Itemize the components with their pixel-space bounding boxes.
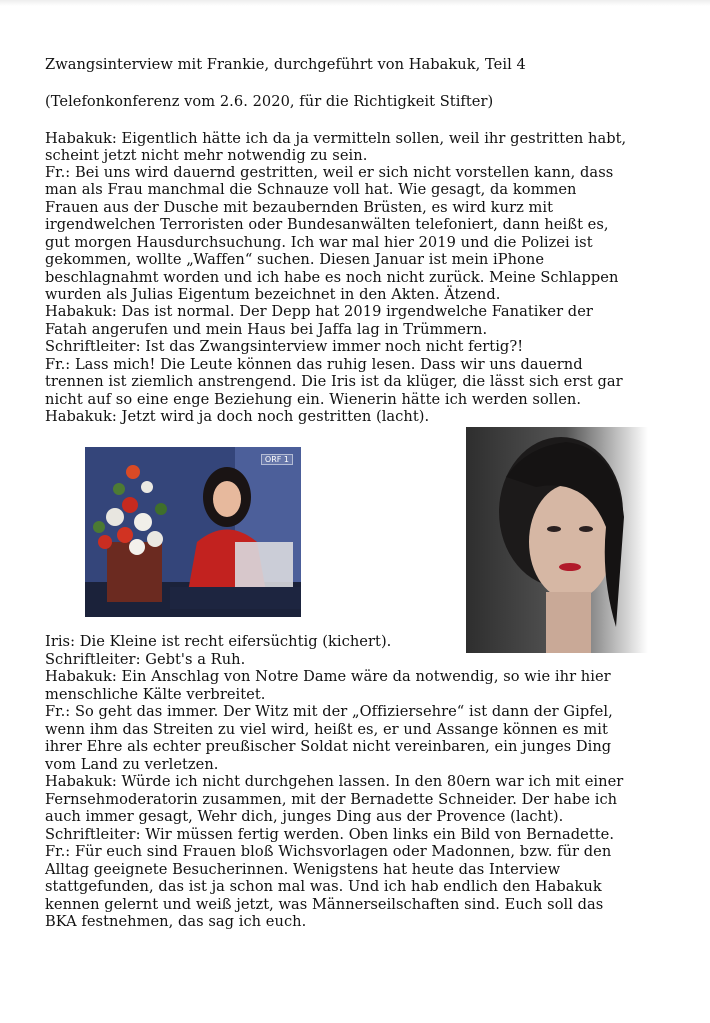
top-border	[0, 0, 710, 6]
text-line: Habakuk: Eigentlich hätte ich da ja vermitteln sollen, weil ihr gestritten habt,	[45, 130, 627, 147]
text-line: Alltag geeignete Besucherinnen. Wenigstens hat heute das Interview	[45, 861, 561, 878]
text-line: ihrer Ehre als echter preußischer Soldat nicht vereinbaren, ein junges Ding	[45, 738, 612, 755]
text-line: Schriftleiter: Ist das Zwangsinterview immer noch nicht fertig?!	[45, 338, 524, 355]
text-line: Fr.: Bei uns wird dauernd gestritten, weil er sich nicht vorstellen kann, dass	[45, 164, 614, 181]
text-line: BKA festnehmen, das sag ich euch.	[45, 913, 307, 930]
text-line: man als Frau manchmal die Schnauze voll hat. Wie gesagt, da kommen	[45, 181, 577, 198]
portrait-photo	[466, 427, 648, 653]
text-line: auch immer gesagt, Wehr dich, junges Ding aus der Provence (lacht).	[45, 808, 564, 825]
text-line: beschlagnahmt worden und ich habe es noch nicht zurück. Meine Schlappen	[45, 269, 619, 286]
channel-logo: ORF 1	[261, 454, 293, 465]
presenter-photo	[85, 447, 301, 617]
text-line: Habakuk: Jetzt wird ja doch noch gestritten (lacht).	[45, 408, 430, 425]
text-line: Habakuk: Würde ich nicht durchgehen lassen. In den 80ern war ich mit einer	[45, 773, 624, 790]
text-line: menschliche Kälte verbreitet.	[45, 686, 266, 703]
text-line: irgendwelchen Terroristen oder Bundesanwälten telefoniert, dann heißt es,	[45, 216, 609, 233]
text-line: stattgefunden, das ist ja schon mal was. Und ich hab endlich den Habakuk	[45, 878, 602, 895]
text-line: Fr.: Für euch sind Frauen bloß Wichsvorlagen oder Madonnen, bzw. für den	[45, 843, 612, 860]
text-line: scheint jetzt nicht mehr notwendig zu sein.	[45, 147, 368, 164]
text-line: Iris: Die Kleine ist recht eifersüchtig (kichert).	[45, 633, 392, 650]
text-line: nicht auf so eine enge Beziehung ein. Wienerin hätte ich werden sollen.	[45, 391, 582, 408]
doc-subtitle: (Telefonkonferenz vom 2.6. 2020, für die Richtigkeit Stifter)	[45, 93, 494, 110]
text-line: Fatah angerufen und mein Haus bei Jaffa lag in Trümmern.	[45, 321, 488, 338]
text-line: Habakuk: Ein Anschlag von Notre Dame wäre da notwendig, so wie ihr hier	[45, 668, 611, 685]
text-line: Fr.: So geht das immer. Der Witz mit der „Offiziersehre“ ist dann der Gipfel,	[45, 703, 613, 720]
text-line: vom Land zu verletzen.	[45, 756, 219, 773]
text-line: Schriftleiter: Wir müssen fertig werden. Oben links ein Bild von Bernadette.	[45, 826, 615, 843]
text-line: kennen gelernt und weiß jetzt, was Männerseilschaften sind. Euch soll das	[45, 896, 604, 913]
text-line: wenn ihm das Streiten zu viel wird, heißt es, er und Assange können es mit	[45, 721, 608, 738]
text-line: gut morgen Hausdurchsuchung. Ich war mal hier 2019 und die Polizei ist	[45, 234, 593, 251]
text-line: Fernsehmoderatorin zusammen, mit der Bernadette Schneider. Der habe ich	[45, 791, 618, 808]
text-line: Habakuk: Das ist normal. Der Depp hat 2019 irgendwelche Fanatiker der	[45, 303, 593, 320]
text-line: wurden als Julias Eigentum bezeichnet in den Akten. Ätzend.	[45, 286, 501, 303]
text-line: Schriftleiter: Gebt's a Ruh.	[45, 651, 246, 668]
text-line: Fr.: Lass mich! Die Leute können das ruhig lesen. Dass wir uns dauernd	[45, 356, 583, 373]
text-line: gekommen, wollte „Waffen“ suchen. Diesen Januar ist mein iPhone	[45, 251, 545, 268]
text-line: Frauen aus der Dusche mit bezaubernden Brüsten, es wird kurz mit	[45, 199, 554, 216]
text-line: trennen ist ziemlich anstrengend. Die Iris ist da klüger, die lässt sich erst gar	[45, 373, 623, 390]
doc-title: Zwangsinterview mit Frankie, durchgeführt von Habakuk, Teil 4	[45, 56, 526, 73]
